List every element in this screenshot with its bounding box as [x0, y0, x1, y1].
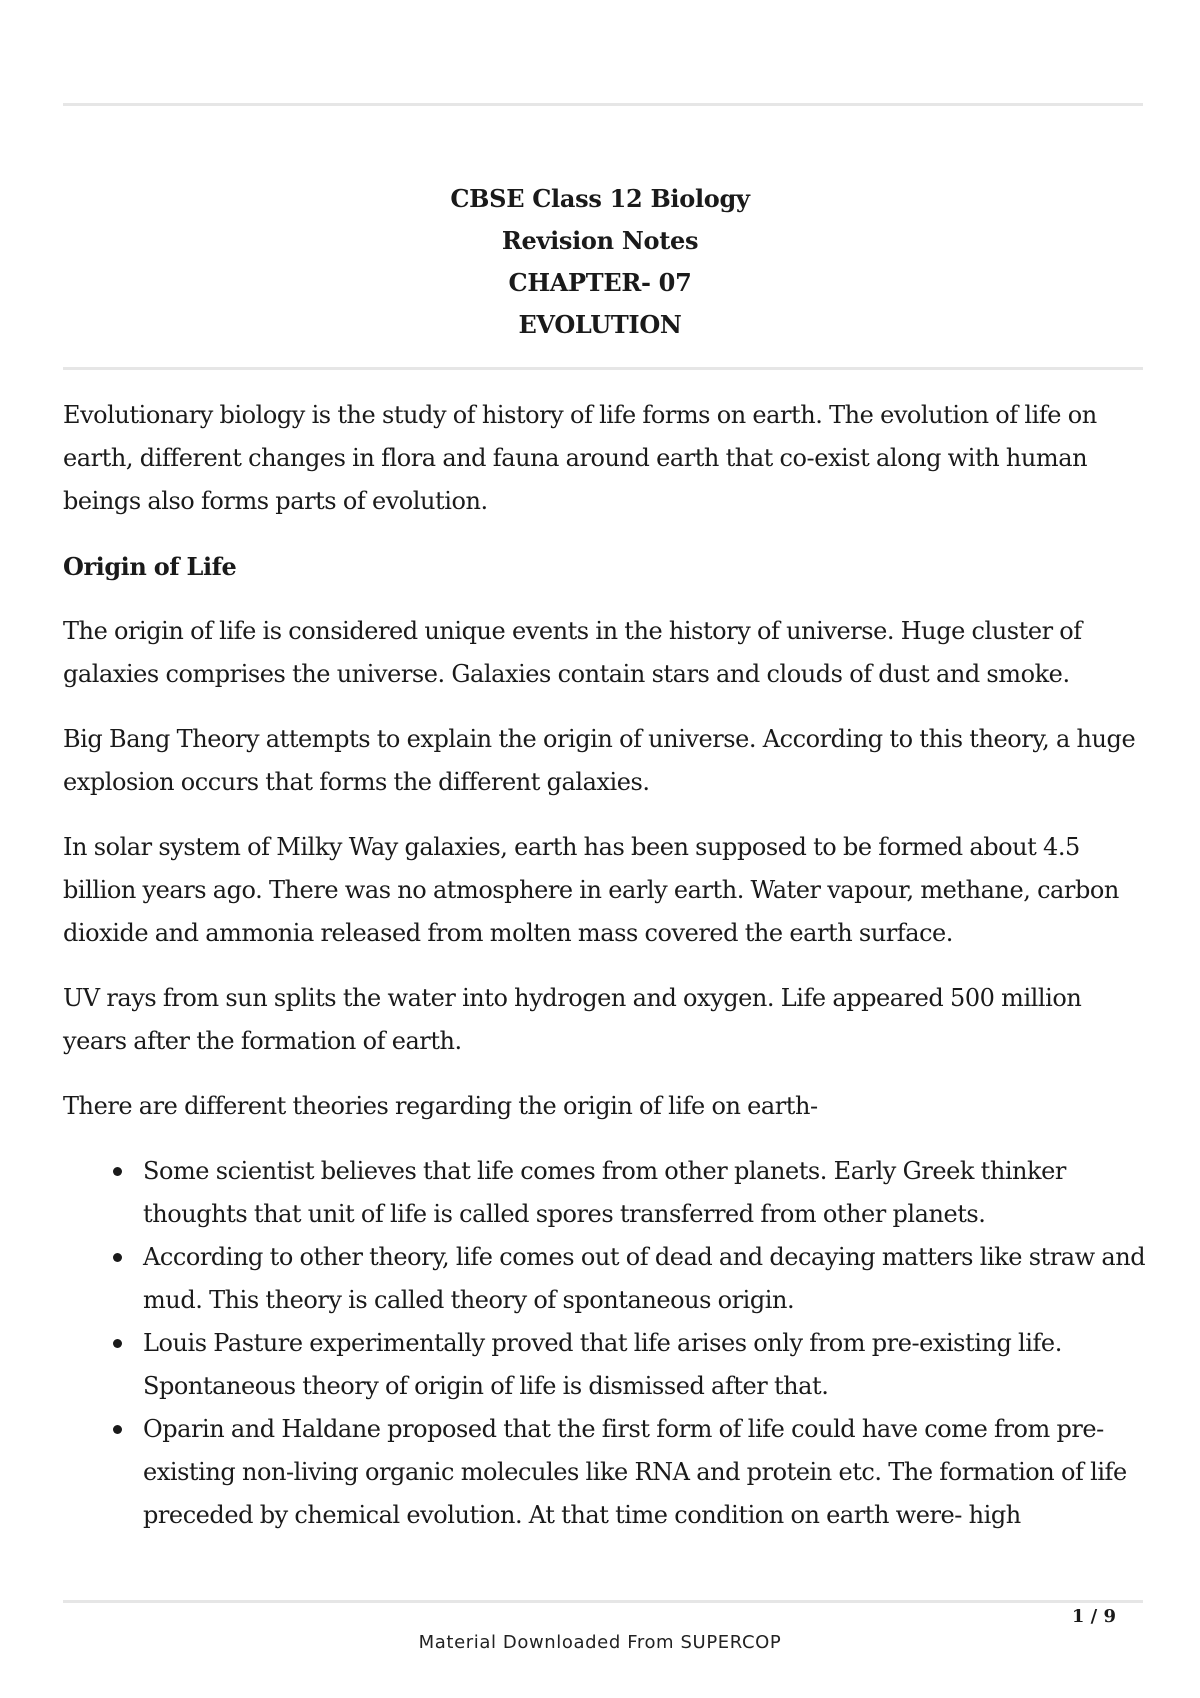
section-heading-origin-of-life: Origin of Life — [63, 552, 237, 581]
bullet-icon — [113, 1425, 122, 1434]
header-chapter-title: EVOLUTION — [518, 310, 682, 339]
header-chapter: CHAPTER- 07 — [508, 268, 692, 297]
paragraph-theories-intro: There are different theories regarding the origin of life on earth- — [63, 1092, 818, 1120]
list-item-text: Louis Pasture experimentally proved that life arises only from pre-existing life. Spontaneous theory of origin of life is dismissed after that. — [143, 1329, 1062, 1400]
paragraph-life-appeared: UV rays from sun splits the water into hydrogen and oxygen. Life appeared 500 million years after the formation of earth. — [63, 984, 1082, 1055]
list-item-text: Some scientist believes that life comes from other planets. Early Greek thinker thoughts that unit of life is called spores transferred from other planets. — [143, 1157, 1066, 1228]
document-header — [0, 178, 1200, 346]
bullet-icon — [113, 1253, 122, 1262]
header-board-class: CBSE Class 12 Biology — [450, 184, 750, 213]
list-item — [143, 1322, 1148, 1408]
list-item — [143, 1408, 1148, 1537]
header-divider — [63, 367, 1143, 370]
bullet-icon — [113, 1339, 122, 1348]
list-item — [143, 1150, 1148, 1236]
document-body — [63, 394, 1148, 1537]
footer-divider — [63, 1600, 1143, 1603]
top-divider — [63, 103, 1143, 106]
list-item-text: Oparin and Haldane proposed that the first form of life could have come from pre-existing non-living organic molecules like RNA and protein etc. The formation of life preceded by chemical evolution. At that time condition on earth were- high — [143, 1415, 1127, 1529]
list-item — [143, 1236, 1148, 1322]
bullet-icon — [113, 1167, 122, 1176]
intro-paragraph: Evolutionary biology is the study of history of life forms on earth. The evolution of life on earth, different changes in flora and fauna around earth that co-exist along with human beings also forms parts of evolution. — [63, 401, 1097, 515]
header-doc-type: Revision Notes — [501, 226, 699, 255]
list-item-text: According to other theory, life comes out of dead and decaying matters like straw and mud. This theory is called theory of spontaneous origin. — [143, 1243, 1146, 1314]
paragraph-universe: The origin of life is considered unique events in the history of universe. Huge cluster of galaxies comprises the universe. Galaxies contain stars and clouds of dust and smoke. — [63, 617, 1082, 688]
page-number: 1 / 9 — [1071, 1606, 1116, 1627]
theories-list — [63, 1150, 1148, 1537]
paragraph-earth-formation: In solar system of Milky Way galaxies, earth has been supposed to be formed about 4.5 billion years ago. There was no atmosphere in early earth. Water vapour, methane, carbon dioxide and ammonia released from molten mass covered the earth surface. — [63, 833, 1119, 947]
paragraph-big-bang: Big Bang Theory attempts to explain the origin of universe. According to this theory, a huge explosion occurs that forms the different galaxies. — [63, 725, 1136, 796]
footer-text: Material Downloaded From SUPERCOP — [418, 1632, 782, 1653]
